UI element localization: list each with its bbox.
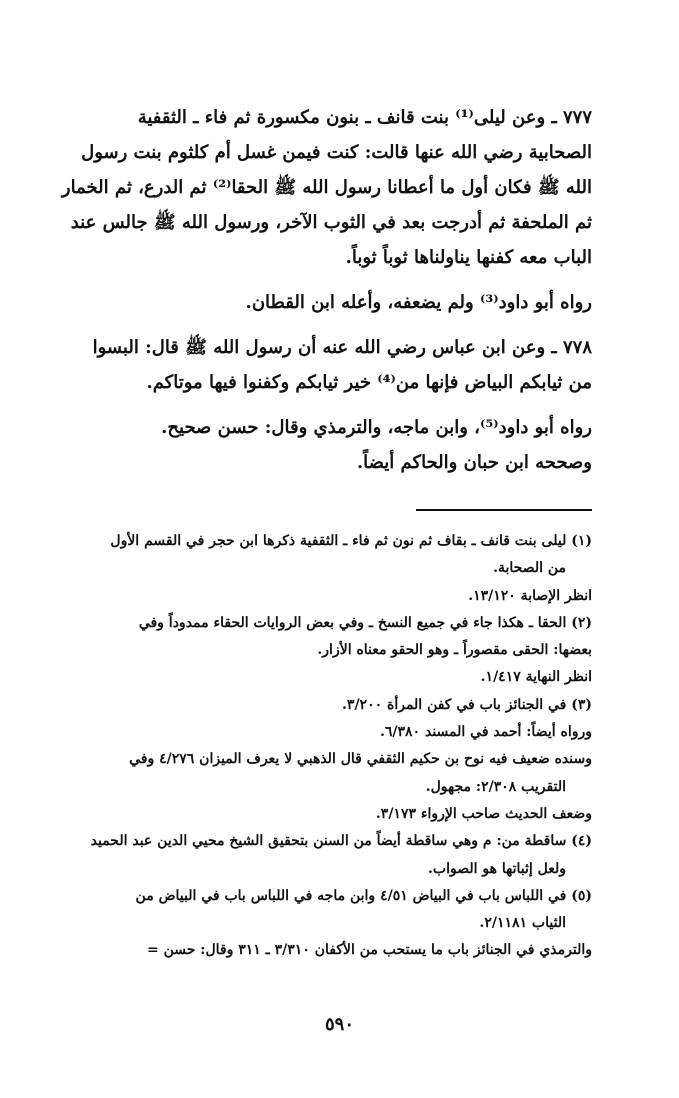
- hadith-778-source-line-1: رواه أبو داود⁽⁵⁾، وابن ماجه، والترمذي وقال: حسن صحيح.: [161, 417, 592, 438]
- footnotes: [40, 528, 592, 965]
- main-text: [40, 100, 592, 480]
- footnote-1: (١) ليلى بنت قانف ـ بقاف ثم نون ثم فاء ـ الثقفية ذكرها ابن حجر في القسم الأول: [110, 533, 592, 549]
- footnote-3: (٣) في الجنائز باب في كفن المرأة ٣/٢٠٠.: [342, 696, 592, 713]
- footnote-5: (٥) في اللباس باب في البياض ٤/٥١ وابن ماجه في اللباس باب في البياض من: [135, 887, 592, 904]
- footnote-line: وسنده ضعيف فيه نوح بن حكيم الثقفي قال الذهبي لا يعرف الميزان ٤/٢٧٦ وفي: [129, 751, 592, 768]
- footnote-line: الثياب ٢/١١٨١.: [479, 915, 566, 932]
- hadith-777-source: رواه أبو داود⁽³⁾ ولم يضعفه، وأعله ابن القطان.: [245, 292, 592, 313]
- hadith-778-line-1: ٧٧٨ ـ وعن ابن عباس رضي الله عنه أن رسول الله ﷺ قال: البسوا: [92, 337, 592, 358]
- footnote-divider: [416, 509, 592, 511]
- footnote-line: وضعف الحديث صاحب الإرواء ٣/١٧٣.: [375, 805, 592, 822]
- footnote-line: انظر الإصابة ١٣/١٢٠.: [468, 587, 592, 604]
- hadith-778-source-line-2: وصححه ابن حبان والحاكم أيضاً.: [356, 452, 592, 473]
- footnote-line: التقريب ٢/٣٠٨: مجهول.: [425, 778, 566, 795]
- hadith-777-line-2: الصحابية رضي الله عنها قالت: كنت فيمن غسل أم كلثوم بنت رسول: [81, 142, 592, 163]
- footnote-line: ولعل إثباتها هو الصواب.: [428, 860, 566, 877]
- footnote-line: ورواه أيضاً: أحمد في المسند ٦/٣٨٠.: [380, 724, 592, 741]
- hadith-777-line-3: الله ﷺ فكان أول ما أعطانا رسول الله ﷺ الحقا⁽²⁾ ثم الدرع، ثم الخمار: [61, 177, 592, 198]
- page-number: ٥٩٠: [324, 1014, 354, 1035]
- hadith-777-line-5: الباب معه كفنها يناولناها ثوباً ثوباً.: [345, 247, 592, 268]
- footnote-2: (٢) الحقا ـ هكذا جاء في جميع النسخ ـ وفي بعض الروايات الحقاء ممدوداً وفي: [138, 614, 592, 631]
- footnote-line: والترمذي في الجنائز باب ما يستحب من الأكفان ٣/٣١٠ ـ ٣١١ وقال: حسن =: [147, 942, 592, 959]
- footnote-line: بعضها: الحقى مقصوراً ـ وهو الحقو معناه الأزار.: [317, 642, 592, 659]
- hadith-777-line-4: ثم الملحفة ثم أدرجت بعد في الثوب الآخر، ورسول الله ﷺ جالس عند: [70, 212, 592, 233]
- hadith-778-line-2: من ثيابكم البياض فإنها من⁽⁴⁾ خير ثيابكم وكفنوا فيها موتاكم.: [146, 372, 592, 393]
- footnote-line: انظر النهاية ١/٤١٧.: [480, 669, 592, 686]
- hadith-777-line-1: ٧٧٧ ـ وعن ليلى⁽¹⁾ بنت قانف ـ بنون مكسورة ثم فاء ـ الثقفية: [137, 107, 592, 128]
- footnote-line: من الصحابة.: [493, 560, 566, 577]
- footnote-4: (٤) ساقطة من: م وهي ساقطة أيضاً من السنن بتحقيق الشيخ محيي الدين عبد الحميد: [90, 833, 592, 850]
